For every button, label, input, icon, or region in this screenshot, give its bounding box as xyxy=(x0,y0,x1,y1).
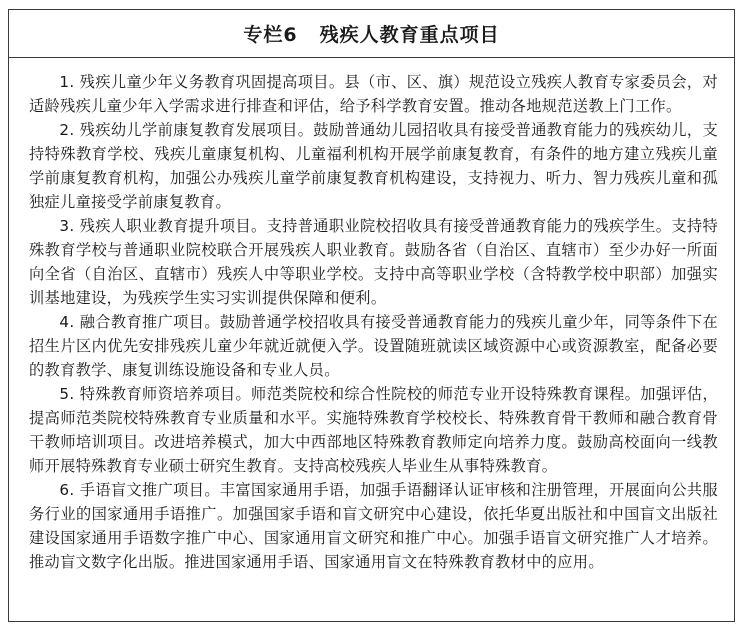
column-body xyxy=(9,58,734,574)
project-item-1-text: 县（市、区、旗）规范设立残疾人教育专家委员会，对适龄残疾儿童少年入学需求进行排查和评估，给予科学教育安置。推动各地规范送教上门工作。 xyxy=(29,73,718,115)
project-item-4-head: 4. 融合教育推广项目。 xyxy=(59,313,220,331)
project-item-5-head: 5. 特殊教育师资培养项目。 xyxy=(59,385,252,403)
project-item-2-head: 2. 残疾幼儿学前康复教育发展项目。 xyxy=(59,121,314,139)
column-title: 残疾人教育重点项目 xyxy=(319,24,500,46)
column-label: 专栏6 xyxy=(243,24,298,46)
project-item-3-text: 支持普通职业院校招收具有接受普通教育能力的残疾学生。支持特殊教育学校与普通职业院校联合开展残疾人职业教育。鼓励各省（自治区、直辖市）至少办好一所面向全省（自治区、直辖市）残疾人中等职业学校。支持中高等职业学校（含特教学校中职部）加强实训基地建设，为残疾学生实习实训提供保障和便利。 xyxy=(29,217,718,307)
project-item-2 xyxy=(29,118,718,214)
project-item-1-head: 1. 残疾儿童少年义务教育巩固提高项目。 xyxy=(59,73,345,91)
column-title-row xyxy=(9,10,734,58)
project-item-5-text: 师范类院校和综合性院校的师范专业开设特殊教育课程。加强评估，提高师范类院校特殊教育专业质量和水平。实施特殊教育学校校长、特殊教育骨干教师和融合教育骨干教师培训项目。改进培养模式，加大中西部地区特殊教育教师定向培养力度。鼓励高校面向一线教师开展特殊教育专业硕士研究生教育。支持高校残疾人毕业生从事特殊教育。 xyxy=(29,385,719,475)
project-item-3 xyxy=(29,214,718,310)
project-item-5 xyxy=(29,382,718,478)
project-item-3-head: 3. 残疾人职业教育提升项目。 xyxy=(59,217,267,235)
project-item-6 xyxy=(29,478,718,574)
column-box xyxy=(8,9,735,622)
project-item-6-text: 丰富国家通用手语，加强手语翻译认证审核和注册管理，开展面向公共服务行业的国家通用手语推广。加强国家手语和盲文研究中心建设，依托华夏出版社和中国盲文出版社建设国家通用手语数字推广中心、国家通用盲文研究和推广中心。加强手语盲文研究推广人才培养。推动盲文数字化出版。推进国家通用手语、国家通用盲文在特殊教育教材中的应用。 xyxy=(29,481,718,571)
project-item-4-text: 鼓励普通学校招收具有接受普通教育能力的残疾儿童少年，同等条件下在招生片区内优先安排残疾儿童少年就近就便入学。设置随班就读区域资源中心或资源教室，配备必要的教育教学、康复训练设施设备和专业人员。 xyxy=(29,313,718,379)
project-item-2-text: 鼓励普通幼儿园招收具有接受普通教育能力的残疾幼儿，支持特殊教育学校、残疾儿童康复机构、儿童福利机构开展学前康复教育，有条件的地方建立残疾儿童学前康复教育机构，加强公办残疾儿童学前康复教育机构建设，支持视力、听力、智力残疾儿童和孤独症儿童接受学前康复教育。 xyxy=(29,121,718,211)
project-item-4 xyxy=(29,310,718,382)
project-item-6-head: 6. 手语盲文推广项目。 xyxy=(59,481,220,499)
project-item-1 xyxy=(29,70,718,118)
